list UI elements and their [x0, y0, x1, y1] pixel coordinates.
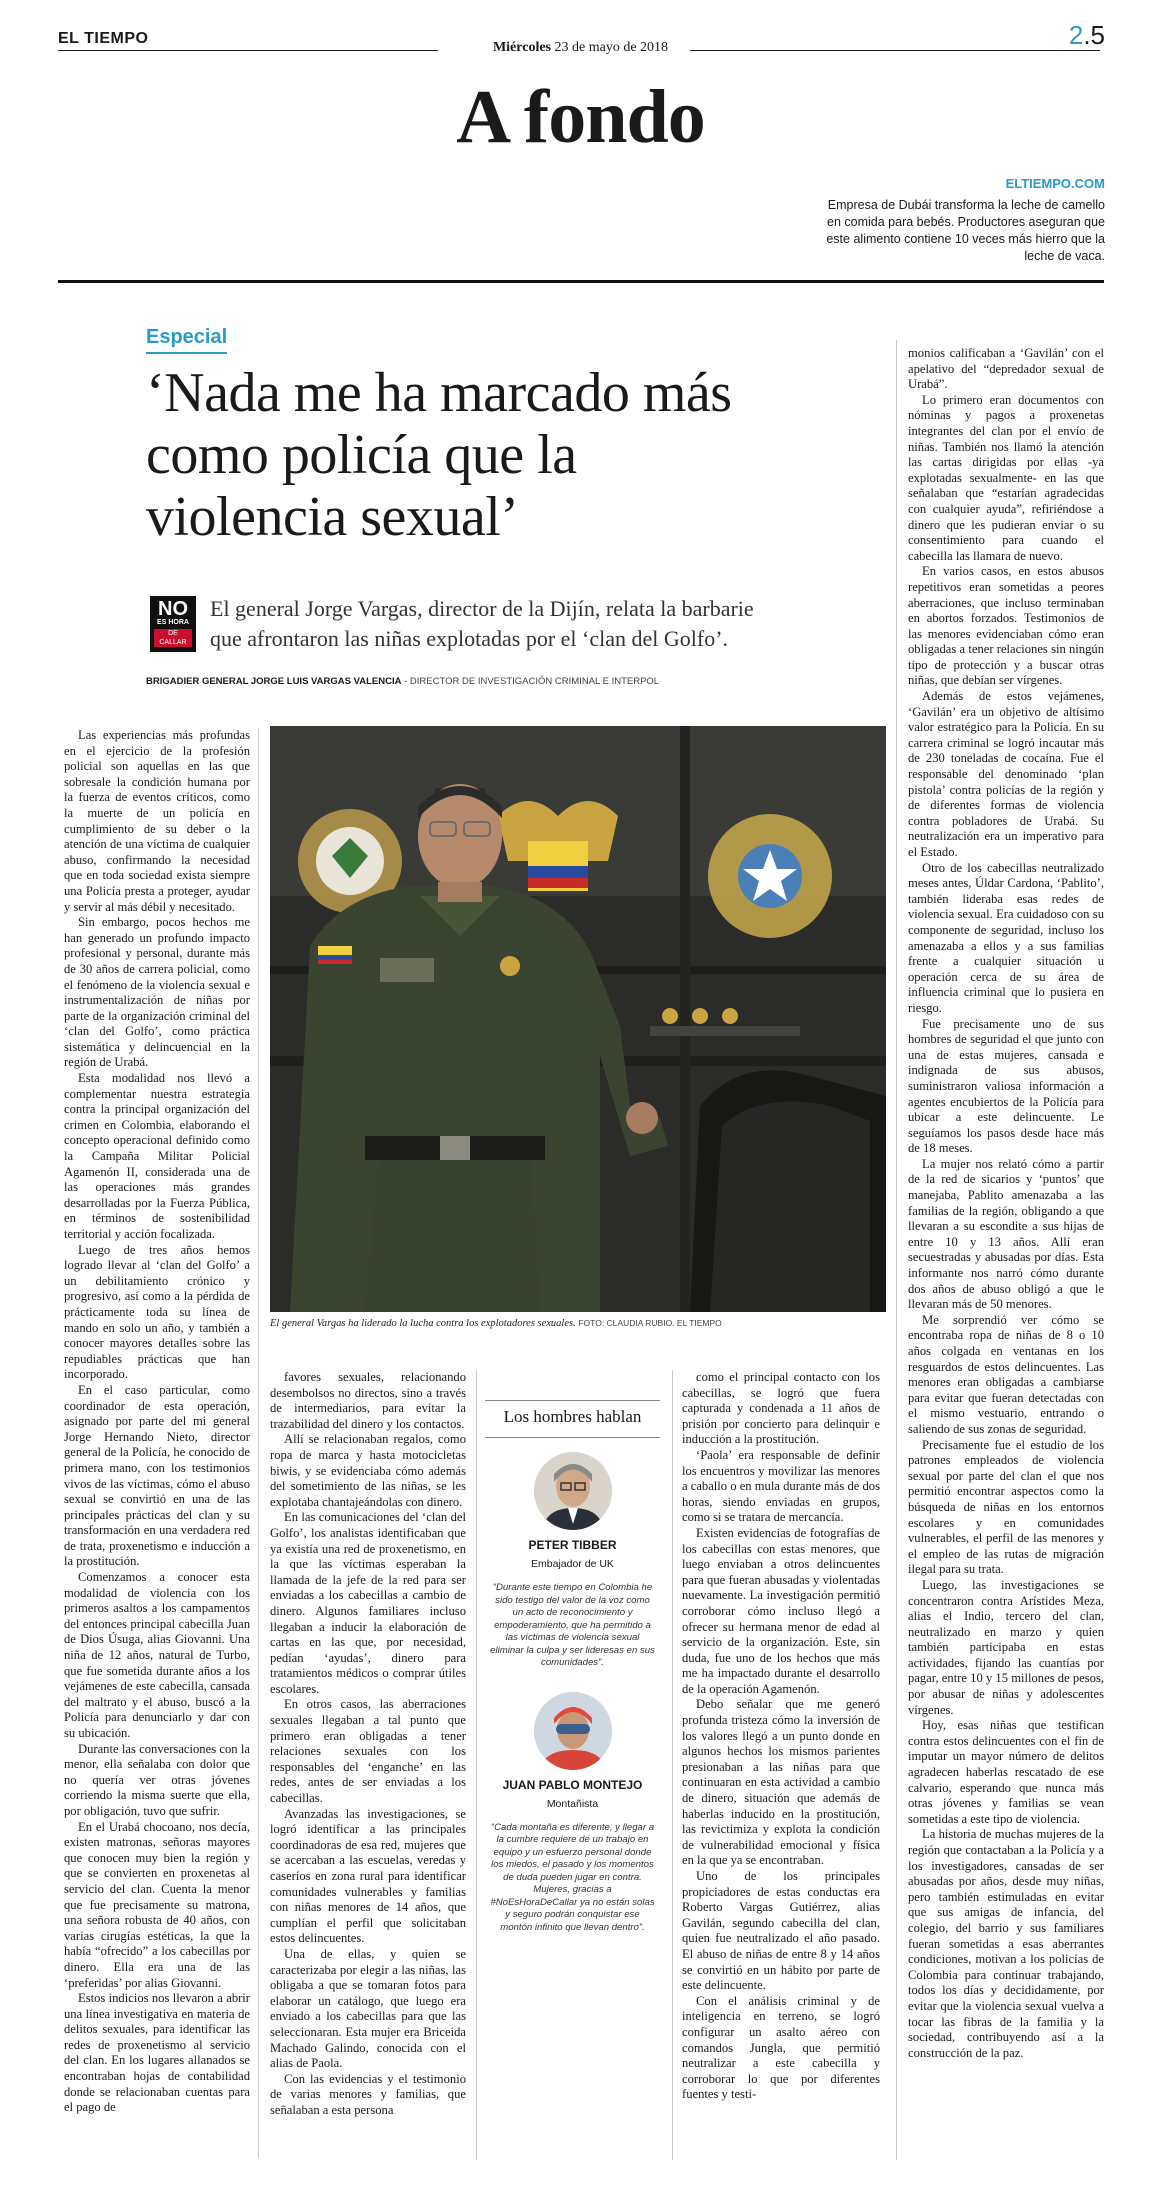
- teaser-box: [825, 176, 1105, 265]
- body-paragraph: Además de estos vejámenes, ‘Gavilán’ era un objetivo de altísimo valor estratégico para la Policía. En su carrera criminal se logró incautar más de 230 toneladas de cocaína. Fue el responsable del denominado ‘plan pistola’ contra policías de la región y de diferentes formas de violencia contra pobladores de Urabá. Su neutralización era un imperativo para el Estado.: [908, 689, 1104, 859]
- page-sub-number: .5: [1083, 20, 1105, 50]
- body-paragraph: Esta modalidad nos llevó a complementar nuestra estrategia contra la principal organización del crimen en Colombia, elaborando el concepto operacional definido como la Campaña Militar Policial Agamenón II, considerada una de las operaciones más grandes desarrolladas por la Fuerza Pública, en términos de sostenibilidad territorial y acción focalizada.: [64, 1071, 250, 1241]
- body-paragraph: Con las evidencias y el testimonio de varias menores y familias, que señalaban a esta persona: [270, 2071, 466, 2117]
- avatar: [534, 1692, 612, 1770]
- body-paragraph: Con el análisis criminal y de inteligencia en terreno, se logró configurar un asalto aéreo con comandos Jungla, que permitió neutralizar a este cabecilla y corroborar lo que por diferentes fuentes y testi-: [682, 1993, 880, 2102]
- body-paragraph: La historia de muchas mujeres de la región que contactaban a la Policía y a los investigadores, cansadas de ser abusadas por años, desde muy niñas, pero también estimuladas en evitar que sus amigas de infancia, del colegio, del barrio y sus familiares fueran sometidas a esas aberrantes condiciones, motivan a los policías de Colombia para continuar trabajando, todos los días y decididamente, por evitar que la violencia sexual vuelva a tocar las fibras de la familia y la sociedad, contribuyendo así a la construcción de la paz.: [908, 1827, 1104, 2060]
- issue-date: [0, 40, 1161, 56]
- body-paragraph: Luego de tres años hemos logrado llevar al ‘clan del Golfo’ a un debilitamiento crónico y progresivo, así como a la pérdida de prácticamente toda su línea de mando en solo un año, y también a conocer mayores detalles sobre las repudiables prácticas que han incorporado.: [64, 1242, 250, 1382]
- body-paragraph: como el principal contacto con los cabecillas, se logró que fuera capturada y condenada a 11 años de prisión por concierto para delinquir e inducción a la prostitución.: [682, 1370, 880, 1447]
- body-paragraph: Hoy, esas niñas que testifican contra estos delincuentes con el fin de imputar un mayor número de delitos agradecen haberlas rescatado de ese calvario, esperando que nunca más otras jóvenes y familias se vean sometidas a este tipo de violencia.: [908, 1718, 1104, 1826]
- article-photo: [270, 726, 886, 1312]
- body-paragraph: Sin embargo, pocos hechos me han generado un profundo impacto profesional y personal, durante más de 30 años de carrera policial, como el fenómeno de la violencia sexual e instrumentalización de niñas por parte de la organización criminal del ‘clan del Golfo’, como práctica sistemática y delincuencial en la región de Urabá.: [64, 915, 250, 1070]
- quote-person-role: Embajador de UK: [531, 1558, 614, 1570]
- quote-person-name: PETER TIBBER: [528, 1538, 617, 1552]
- body-paragraph: Las experiencias más profundas en el ejercicio de la profesión policial son aquellas en las que sobresale la condición humana por la fuerza de eventos críticos, como la muerte de un policía en cumplimiento de su deber o la atención de una víctima de cualquier abuso, confirmando la necesidad que en toda sociedad exista siempre una Policía presta a proteger, ayudar y servir al más débil y necesitado.: [64, 728, 250, 914]
- body-paragraph: ‘Paola’ era responsable de definir los encuentros y movilizar las menores a caballo o en mula durante más de dos horas, siendo enviadas en grupos, como si se tratara de mercancía.: [682, 1447, 880, 1525]
- person-portrait-icon: [534, 1452, 612, 1530]
- quote-person-name: JUAN PABLO MONTEJO: [502, 1777, 643, 1792]
- teaser-text: Empresa de Dubái transforma la leche de camello en comida para bebés. Productores aseguran que este alimento contiene 10 veces más hierro que la leche de vaca.: [826, 198, 1105, 263]
- article-byline: [146, 676, 846, 687]
- column-divider: [672, 1370, 673, 2160]
- body-paragraph: Luego, las investigaciones se concentraron contra Arístides Meza, alias el Indio, tercero del clan, neutralizado en marzo y quien también participaba en estas actividades, fijando las cuantías por pagar, entre 10 y 15 millones de pesos, por abusar de niñas y adolescentes vírgenes.: [908, 1577, 1104, 1717]
- body-paragraph: Existen evidencias de fotografías de los cabecillas con estas menores, que luego enviaban a otros delincuentes para que fueran abusadas y violentadas nuevamente. La investigación permitió corroborar cómo incluso llegó a ofrecer su hermana menor de edad al servicio de la organización. Este, sin duda, fue uno de los hechos que más me ha impactado durante el desarrollo de la operación Agamenón.: [682, 1525, 880, 1696]
- campaign-logo-line1: ES HORA: [157, 619, 189, 626]
- quote-box: [485, 1692, 660, 1935]
- column-divider: [476, 1370, 477, 2160]
- body-paragraph: En varios casos, en estos abusos repetitivos eran sometidas a peores aberraciones, que incluso terminaban en abortos forzados. Testimonios de las menores evidenciaban cómo eran obligadas a tener relaciones sin ningún tipo de protección y a buscar otras niñas, que debían ser vírgenes.: [908, 564, 1104, 688]
- article-column-1: [64, 728, 250, 2160]
- body-paragraph: En otros casos, las aberraciones sexuales llegaban a tal punto que primero eran obligadas a tener relaciones sexuales con los responsables del ‘enganche’ en las redes, antes de ser enviadas a los cabecillas.: [270, 1697, 466, 1806]
- article-summary: El general Jorge Vargas, director de la Dijín, relata la barbarie que afrontaron las niñas explotadas por el ‘clan del Golfo’.: [210, 596, 754, 651]
- teaser-site: ELTIEMPO.COM: [1005, 176, 1105, 191]
- quote-text: “Durante este tiempo en Colombia he sido testigo del valor de la voz como un acto de reconocimiento y empoderamiento, que ha permitido a las víctimas de violencia sexual eliminar la culpa y ser lideresas en sus comunidades”.: [490, 1582, 655, 1668]
- byline-name: BRIGADIER GENERAL JORGE LUIS VARGAS VALENCIA: [146, 676, 402, 687]
- body-paragraph: Otro de los cabecillas neutralizado meses antes, Úldar Cardona, ‘Pablito’, también lideraba esas redes de violencia sexual. Era cuidadoso con su componente de seguridad, incluso los amenazaba a ellos y a sus familias frente a cualquier situación u operación cerca de su área de influencia criminal que lo pusiera en riesgo.: [908, 860, 1104, 1015]
- body-paragraph: La mujer nos relató cómo a partir de la red de sicarios y ‘puntos’ que manejaba, Pablito amenazaba a las familias de la región, obligando a que llevaran a su escondite a sus hijas de entre 10 y 13 años. Allí eran secuestradas y abusadas por días. Esta informante nos narró cómo durante dos años de abuso obligó a que le llevaran más de 50 menores.: [908, 1156, 1104, 1312]
- body-paragraph: Debo señalar que me generó profunda tristeza cómo la inversión de los valores llegó a un punto donde en algunos hechos los mismos parientes presionaban a las niñas para que continuaran en esta actividad a cambio de dinero, situación que además de haberlas inducido en la prostitución, las revictimiza y explota la condición de vulnerabilidad emocional y física en la que ya se encontraban.: [682, 1697, 880, 1868]
- page-section-number: 2: [1068, 20, 1084, 50]
- campaign-logo-no: NO: [158, 598, 188, 620]
- body-paragraph: favores sexuales, relacionando desembolsos no directos, sino a través de intermediarios, para evitar la trazabilidad del dinero y los contactos.: [270, 1370, 466, 1431]
- quotes-sidebar: [485, 1400, 660, 1934]
- section-title: A fondo: [456, 75, 705, 159]
- issue-date-rest: 23 de mayo de 2018: [551, 40, 669, 55]
- general-portrait-illustration: [270, 726, 886, 1312]
- brand-name: EL TIEMPO: [58, 30, 149, 47]
- body-paragraph: En el caso particular, como coordinador de esta operación, asignado por parte del mi general Jorge Hernando Nieto, director general de la Policía, he conocido de primera mano, con los testimonios vivos de las víctimas, cómo el abuso sexual se convirtió en una de las principales prácticas del clan y su transformación en una verdadera red de trata, proxenetismo e inducción a la prostitución.: [64, 1382, 250, 1569]
- body-paragraph: monios calificaban a ‘Gavilán’ con el apelativo del “depredador sexual de Urabá”.: [908, 346, 1104, 392]
- body-paragraph: Estos indicios nos llevaron a abrir una línea investigativa en materia de delitos sexuales, para identificar las redes de proxenetismo al servicio del clan. En los lugares allanados se encontraban hojas de contabilidad donde se relacionaban cuentas para el pago de: [64, 1991, 250, 2115]
- body-paragraph: En el Urabá chocoano, nos decía, existen matronas, señoras mayores que conocen muy bien la región y que se convierten en proxenetas al servicio del clan. Cuenta la menor que fue precisamente su matrona, una señora robusta de 40 años, con varias cirugías estéticas, la que la había “ofrecido” a los cabecillas por dinero. Ella era una de las ‘preferidas’ por alias Giovanni.: [64, 1819, 250, 1990]
- body-paragraph: Uno de los principales propiciadores de estas conductas era Roberto Vargas Gutiérrez, alias Gavilán, segundo cabecilla del clan, quien fue neutralizado el año pasado. El abuso de niñas de entre 8 y 14 años se convirtió en un hábito por parte de este delincuente.: [682, 1869, 880, 1993]
- body-paragraph: Me sorprendió ver cómo se encontraba ropa de niñas de 8 o 10 años colgada en ventanas en los resguardos de estos delincuentes. Las menores eran obligadas a cambiarse para evitar que fueran detectadas con el mismo vestuario, entrando o saliendo de sus zonas de seguridad.: [908, 1312, 1104, 1436]
- photo-credit: FOTO: CLAUDIA RUBIO. EL TIEMPO: [578, 1318, 722, 1328]
- body-paragraph: Lo primero eran documentos con nóminas y pagos a proxenetas integrantes del clan por el envío de niñas. También nos llamó la atención las cartas dirigidas por ellas -ya explotadas sexualmente- en las que señalaban que “estarían agradecidas con cualquier ayuda”, refiriéndose a dinero que les pudieran enviar o su consentimiento para cuando el cabecilla las llamara de nuevo.: [908, 392, 1104, 563]
- column-divider: [896, 340, 897, 2160]
- body-paragraph: Avanzadas las investigaciones, se logró identificar a las principales coordinadoras de esa red, mujeres que se acercaban a las escuelas, veredas y caseríos en zona rural para identificar comunidades vulnerables y familias con niñas menores de 14 años, que cumplían el perfil que solicitaban estos delincuentes.: [270, 1806, 466, 1946]
- person-portrait-icon: [534, 1692, 612, 1770]
- avatar: [534, 1452, 612, 1530]
- body-paragraph: Una de ellas, y quien se caracterizaba por elegir a las niñas, las obligaba a que se tomaran fotos para elaborar un catálogo, que luego era enviado a los cabecillas para que las seleccionaran. Esta mujer era Briceida Machado Galindo, conocida con el alias de Paola.: [270, 1946, 466, 2071]
- article-headline: ‘Nada me ha marcado más como policía que la violencia sexual’: [146, 362, 732, 548]
- column-divider: [258, 728, 259, 2158]
- photo-caption-text: El general Vargas ha liderado la lucha contra los explotadores sexuales.: [270, 1318, 576, 1329]
- issue-date-day: Miércoles: [492, 40, 551, 55]
- body-paragraph: En las comunicaciones del ‘clan del Golfo’, los analistas identificaban que ya existía una red de proxenetismo, en la que las víctimas esperaban la llamada de la jefe de la red para ser enviadas a los cabecillas a cambio de dinero. Algunos familiares incluso llegaban a inducir la elaboración de cartas en las que, por necesidad, pedían ‘ayudas’, dinero para tratamientos médicos o comprar útiles escolares.: [270, 1510, 466, 1696]
- photo-caption: [270, 1318, 886, 1329]
- body-paragraph: Durante las conversaciones con la menor, ella señalaba con dolor que no quería ver otras jóvenes corriendo la misma suerte que ella, por obligación, tuvo que sufrir.: [64, 1741, 250, 1818]
- masthead-rule-right: [690, 50, 1100, 51]
- body-paragraph: Allí se relacionaban regalos, como ropa de marca y hasta motocicletas biwis, y se evidenciaba cómo además del sometimiento de las niñas, se les explotaba chantajeándolas con dinero.: [270, 1432, 466, 1509]
- page-number: [1069, 20, 1105, 51]
- body-paragraph: Precisamente fue el estudio de los patrones empleados de violencia sexual por parte del clan el que nos permitió encontrar aspectos como la búsqueda de niñas en los entornos escolares y en comunidades vulnerables, el perfil de las menores y el empleo de las rutas de migración ilegal para su trata.: [908, 1437, 1104, 1577]
- campaign-logo: [150, 596, 196, 652]
- header-divider: [58, 280, 1104, 283]
- article-column-5: [908, 346, 1104, 2160]
- body-paragraph: Comenzamos a conocer esta modalidad de violencia con los primeros asaltos a los campamentos del entonces principal cabecilla Juan de Dios Úsuga, alias Giovanni. Una niña de 12 años, natural de Turbo, que fue sometida durante años a los vejámenes de este cabecilla, cansada del maltrato y el abuso, buscó a la Policía para denunciarlo y dar con su ubicación.: [64, 1570, 250, 1740]
- byline-role: - DIRECTOR DE INVESTIGACIÓN CRIMINAL E INTERPOL: [401, 676, 660, 687]
- quote-person-role: Montañista: [546, 1797, 599, 1810]
- campaign-logo-line2: DE CALLAR: [154, 629, 192, 647]
- quote-box: [485, 1452, 660, 1670]
- article-kicker: Especial: [146, 326, 227, 354]
- article-column-3: [270, 1370, 466, 2160]
- sidebar-title: Los hombres hablan: [485, 1400, 660, 1438]
- body-paragraph: Fue precisamente uno de sus hombres de seguridad el que junto con una de estas mujeres, cansada e indignada de sus abusos, suministraron valiosa información a agentes encubiertos de la Policía para ubicar a este delincuente. Le seguíamos los pasos desde hace más de 18 meses.: [908, 1016, 1104, 1156]
- article-column-4: [682, 1370, 880, 2160]
- quote-text: “Cada montaña es diferente, y llegar a la cumbre requiere de un trabajo en equipo y un esfuerzo personal donde los miedos, el pasado y los momentos de duda pueden jugar en contra. Mujeres, gracias a #NoEsHoraDeCallar ya no están solas y seguro podrán conquistar ese montón infinito que llevan dentro”.: [490, 1821, 655, 1933]
